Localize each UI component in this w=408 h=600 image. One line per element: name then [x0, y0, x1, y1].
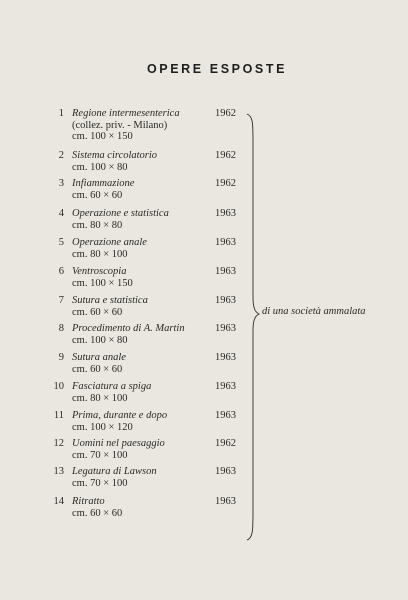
- entry-title: Infiammazione: [72, 178, 135, 189]
- entry-year: 1963: [215, 266, 236, 277]
- entry-year: 1962: [215, 108, 236, 119]
- entry-dimensions: cm. 100 × 120: [72, 421, 133, 433]
- entry-year: 1963: [215, 381, 236, 392]
- entry-year: 1962: [215, 438, 236, 449]
- entry-title: Ritratto: [72, 496, 105, 507]
- entry-year: 1963: [215, 237, 236, 248]
- entry-title: Ventroscopia: [72, 266, 127, 277]
- curly-brace-icon: [246, 112, 260, 542]
- entry-title: Legatura di Lawson: [72, 466, 157, 477]
- entry-title: Operazione e statistica: [72, 208, 169, 219]
- entry-year: 1963: [215, 466, 236, 477]
- entry-title: Prima, durante e dopo: [72, 410, 168, 421]
- entry-title: Fasciatura a spiga: [72, 381, 152, 392]
- entry-year: 1963: [215, 352, 236, 363]
- entry-dimensions: cm. 60 × 60: [72, 363, 123, 375]
- entry-dimensions: cm. 70 × 100: [72, 477, 128, 489]
- entry-dimensions: cm. 60 × 60: [72, 306, 123, 318]
- entry-year: 1963: [215, 410, 236, 421]
- entry-number: 2: [58, 150, 64, 161]
- entry-year: 1962: [215, 178, 236, 189]
- entry-title: Procedimento di A. Martin: [72, 323, 185, 334]
- entry-dimensions: cm. 80 × 100: [72, 248, 128, 260]
- entry-title: Uomini nel paesaggio: [72, 438, 165, 449]
- entry-title: Operazione anale: [72, 237, 147, 248]
- entry-dimensions: cm. 70 × 100: [72, 449, 128, 461]
- entry-number: 14: [53, 496, 64, 507]
- entry-number: 1: [58, 108, 64, 119]
- entry-number: 5: [58, 237, 64, 248]
- entry-dimensions: cm. 100 × 150: [72, 131, 133, 142]
- entry-title: Sutura anale: [72, 352, 126, 363]
- entry-title: Sutura e statistica: [72, 295, 148, 306]
- entry-number: 10: [53, 381, 64, 392]
- entry-number: 12: [53, 438, 64, 449]
- entry-dimensions: cm. 80 × 100: [72, 392, 128, 404]
- entry-number: 4: [58, 208, 64, 219]
- entry-dimensions: cm. 60 × 60: [72, 189, 123, 201]
- entry-dimensions: cm. 80 × 80: [72, 219, 123, 231]
- entry-number: 6: [58, 266, 64, 277]
- entry-dimensions: cm. 100 × 150: [72, 277, 133, 289]
- entry-title: Regione intermesenterica: [72, 108, 180, 119]
- entry-number: 11: [53, 410, 64, 421]
- entry-year: 1963: [215, 208, 236, 219]
- entry-year: 1963: [215, 295, 236, 306]
- entry-year: 1963: [215, 496, 236, 507]
- entry-number: 8: [58, 323, 64, 334]
- entry-dimensions: cm. 100 × 80: [72, 161, 128, 173]
- entry-year: 1962: [215, 150, 236, 161]
- entry-year: 1963: [215, 323, 236, 334]
- entry-number: 3: [58, 178, 64, 189]
- entry-number: 9: [58, 352, 64, 363]
- entry-dimensions: cm. 100 × 80: [72, 334, 128, 346]
- page-heading: OPERE ESPOSTE: [146, 62, 288, 76]
- entry-number: 13: [53, 466, 64, 477]
- entry-number: 7: [58, 295, 64, 306]
- entry-dimensions: cm. 60 × 60: [72, 507, 123, 519]
- entry-note: (collez. priv. - Milano): [72, 119, 168, 131]
- entry-title: Sistema circolatorio: [72, 150, 158, 161]
- brace-annotation: di una società ammalata: [262, 306, 366, 317]
